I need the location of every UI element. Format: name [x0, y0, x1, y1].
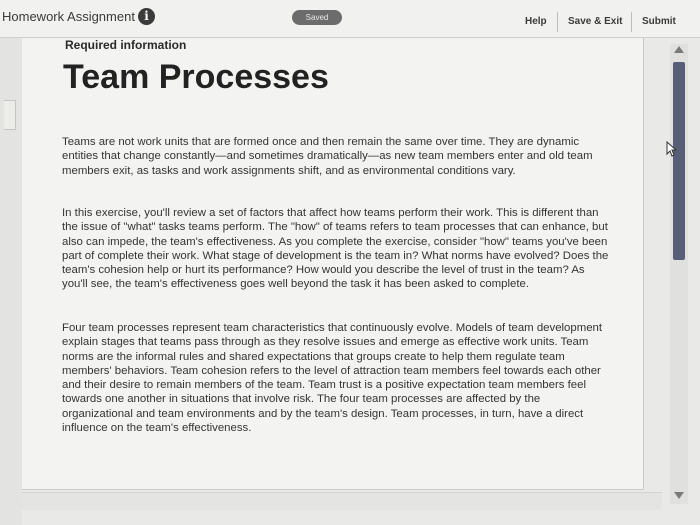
page-title: Team Processes [63, 58, 329, 96]
assignment-title: Homework Assignment [2, 9, 135, 24]
left-gutter [0, 38, 22, 525]
help-button[interactable]: Help [525, 16, 547, 27]
saved-status-badge: Saved [292, 10, 342, 25]
toolbar-divider [557, 12, 558, 32]
scroll-down-arrow-icon[interactable] [674, 492, 684, 499]
top-toolbar [0, 0, 700, 38]
vertical-scrollbar[interactable] [670, 44, 688, 504]
paragraph: Teams are not work units that are formed once and then remain the same over time. They are dynamic entities that change constantly—and sometimes dramatically—as new team members enter and old team members exit, as tasks and work assignments shift, and as environmental conditions vary. [62, 136, 593, 177]
toolbar-divider [631, 12, 632, 32]
save-exit-button[interactable]: Save & Exit [568, 16, 623, 27]
paragraph: In this exercise, you'll review a set of factors that affect how teams perform their work. This is different than the issue of "what" tasks teams perform. The "how" of teams refers to team processes that can enhance, but also can impede, the team's effectiveness. As you complete the exercise, consider "how" teams you've been part of complete their work. What stage of development is the team in? What norms have evolved? Does the team's cohesion help or hurt its performance? How would you describe the level of trust in the team? As you'll see, the team's effectiveness goes well beyond the task it has been asked to complete. [62, 207, 609, 291]
bottom-strip [22, 492, 662, 510]
mouse-pointer-icon [666, 141, 678, 157]
side-panel-tab[interactable] [4, 100, 16, 130]
scroll-up-arrow-icon[interactable] [674, 46, 684, 53]
paragraph: Four team processes represent team characteristics that continuously evolve. Models of team development explain stages that teams pass through as they resolve issues and emerge as effective work units. Team norms are the informal rules and shared expectations that groups create to help them regulate team members' behaviors. Team cohesion refers to the level of attraction team members feel towards each other and their desire to remain members of the team. Team trust is a positive expectation team members feel towards one another in situations that involve risk. The four team processes are affected by the organizational and team environments and by the team's design. Team processes, in turn, have a direct influence on the team's effectiveness. [62, 322, 603, 435]
submit-button[interactable]: Submit [642, 16, 676, 27]
content-panel [22, 38, 644, 490]
scroll-thumb[interactable] [673, 62, 685, 260]
info-icon[interactable]: i [138, 8, 155, 25]
required-information-label: Required information [65, 38, 187, 52]
